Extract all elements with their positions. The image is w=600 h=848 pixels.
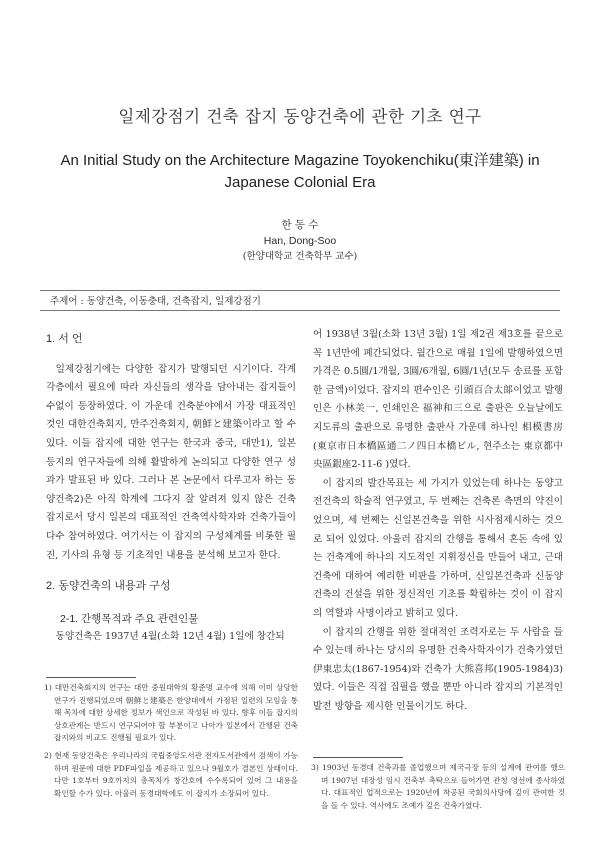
- title-english: [40, 150, 560, 194]
- subsection-heading: 2-1. 간행목적과 주요 관련인물: [60, 612, 199, 625]
- footnote-rule-right: [313, 757, 403, 758]
- footnote-3: 3) 1903년 동경대 건축과를 졸업했으며 제국극장 등의 설계에 관여를 했으며 1907년 대장성 임시 건축부 촉탁으로 들어가면 관청 영선에 종사하였다. 대표적인 업적으로는 1920년에 착공된 국회의사당에 깊이 관여한 것을 들 수 있다. 역사에도 조예가 깊은 건축가였다.: [311, 763, 565, 810]
- subsection-paragraph: 동양건축은 1937년 4월(소화 12년 4월) 1일에 창간되: [55, 631, 285, 643]
- title-english-line1: An Initial Study on the Architecture Magazine Toyokenchiku(東洋建築) in: [60, 152, 540, 169]
- author-affiliation: (한양대학교 건축학부 교수): [242, 251, 358, 262]
- section-heading-intro: 1. 서 언: [46, 333, 83, 345]
- right-paragraph-2: 이 잡지의 발간목표는 세 가지가 있었는데 하나는 동양고전건축의 학술적 연구였고, 두 번째는 건축론 측면의 약진이었으며, 세 번째는 신일본건축을 위한 시사점제시하는 것으로 되어 있었다. 아울러 잡지의 간행을 통해서 혼돈 속에 있는 건축계에 하나의 지도적인 지휘정신을 만들어 내고, 근대건축에 대하여 예리한 비판을 가하며, 신일본건축과 신동양건축의 건설을 위한 정신적인 기초를 확립하는 것이 이 잡지의 역할과 사명이라고 밝히고 있다.: [313, 477, 563, 619]
- footnotes-right: [311, 762, 565, 817]
- right-paragraph-3: 이 잡지의 간행을 위한 절대적인 조력자로는 두 사람을 들 수 있는데 하나는 당시의 유명한 건축사학자이가 건축가였던 伊東忠太(1867-1954)와 건축가 大熊喜邦(1905-1984)3)였다. 이들은 직접 집필을 했을 뿐만 아니라 잡지의 기본적인 발전 방향을 제시한 인물이기도 하다.: [313, 626, 563, 712]
- title-korean: 일제강점기 건축 잡지 동양건축에 관한 기초 연구: [118, 107, 482, 126]
- right-paragraph-1: 어 1938년 3월(소화 13년 3월) 1일 제2권 제3호를 끝으로 꼭 1년만에 폐간되었다. 월간으로 매월 1일에 발행하였으면 가격은 0.5圓/1개월, 3圓/6개월, 6圓/1년(모두 송료를 포함한 금액)이었다. 잡지의 편수인은 引頭百合太郞이었고 발행인은 小林美一, 인쇄인은 福神和三으로 출판은 오늘날에도 지도류의 출판으로 유명한 출판사 가운데 하나인 相模書房(東京市日本橋區通二ノ四日本橋ビル, 현주소는 東京都中央區銀座2-11-6 )였다.: [313, 329, 563, 471]
- intro-paragraph: 일제강점기에는 다양한 잡지가 발행되던 시기이다. 각계각층에서 필요에 따라 자신들의 생각을 담아내는 잡지들이 수없이 등장하였다. 이 가운데 건축분야에서 가장 대표적인 것인 대한건축회지, 만주건축회지, 朝鮮と建築이라고 할 수 있다. 이들 잡지에 대한 연구는 한국과 중국, 대만1), 일본 등지의 연구자들에 의해 활발하게 논의되고 다양한 연구 성과가 발표된 바 있다. 그러나 본 논문에서 다루고자 하는 동양건축2)은 아직 학계에 그다지 잘 알려져 있지 않은 건축 잡지로서 당시 일본의 대표적인 건축역사학자와 건축가들이 다수 참여하였다. 여기서는 이 잡지의 구성체계를 비롯한 필진, 기사의 유형 등 기초적인 내용을 분석해 보고자 한다.: [46, 363, 296, 561]
- footnotes-left: [44, 682, 298, 805]
- left-column: [46, 330, 296, 647]
- author-name-english: Han, Dong-Soo: [263, 234, 337, 247]
- footnote-1: 1) 대만건축회지의 연구는 대만 중원대학의 황준명 교수에 의해 이미 상당한 연구가 진행되었으며 朝鮮と建築은 한양대에서 가점된 일련의 모임을 통해 목차에 대한 상세한 정보가 색인으로 작성된 바 있다. 향후 이들 잡지의 상호관계는 반드시 연구되어야 할 부분이고 나아가 일본에서 간행된 건축잡지와의 비교도 진행될 필요가 있다.: [44, 683, 298, 743]
- title-english-line2: Japanese Colonial Era: [224, 174, 376, 191]
- author-name-korean: 한 동 수: [281, 219, 319, 231]
- keywords-box: 주제어 : 동양건축, 이동충태, 건축잡지, 일제강점기: [40, 290, 560, 311]
- right-column: [313, 326, 563, 716]
- author-block: [0, 218, 600, 265]
- footnote-rule-left: [46, 677, 136, 678]
- section-heading-content: 2. 동양건축의 내용과 구성: [46, 580, 171, 593]
- footnote-2: 2) 현재 동양건축은 우리나라의 국립중앙도서관 전자도서관에서 검색이 가능하며 원문에 대한 PDF파일을 제공하고 있으나 9월호가 결본인 상태이다. 다만 1호부터 9호까지의 총목차가 창간호에 수수록되어 있어 그 내용을 확인할 수가 있다. 아울러 동경대학에도 이 잡지가 소장되어 있다.: [44, 750, 298, 798]
